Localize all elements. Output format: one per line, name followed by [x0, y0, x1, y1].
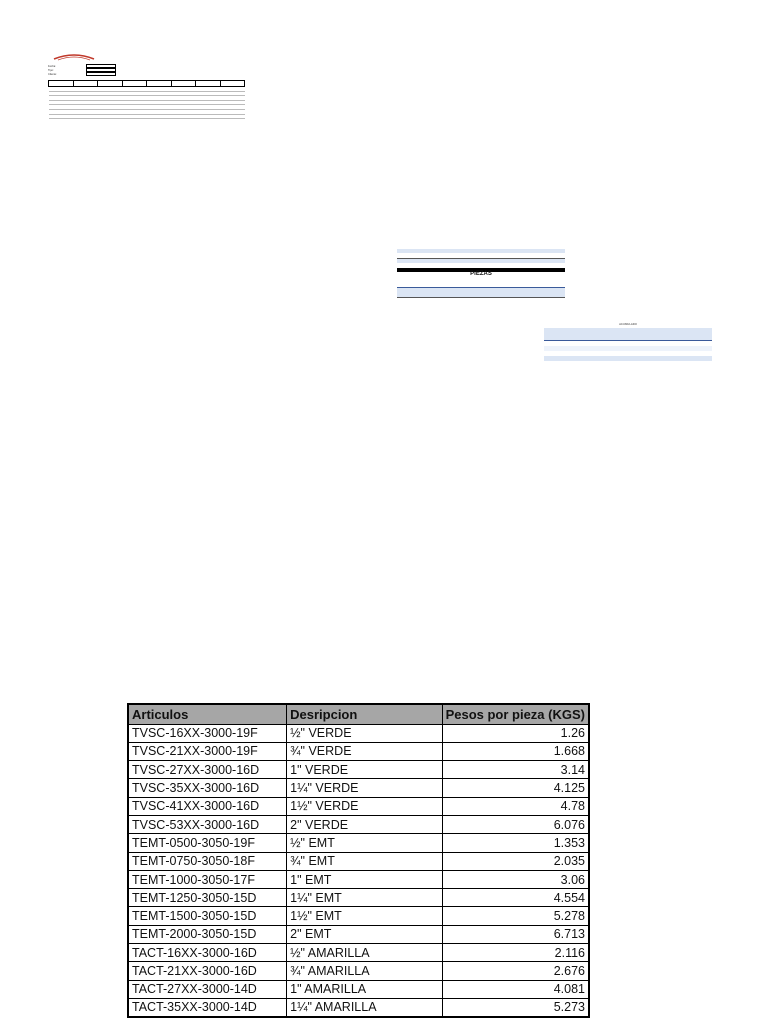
- meta-label: Tipo:: [48, 68, 54, 72]
- article-description-cell: ¾" VERDE: [287, 742, 442, 760]
- table-cell: [464, 297, 481, 302]
- article-code-cell: TVSC-16XX-3000-19F: [128, 724, 287, 742]
- article-weight-cell: 4.125: [442, 779, 589, 797]
- table-row: [128, 797, 589, 815]
- table-cell: [481, 258, 502, 263]
- articles-weight-table: [127, 703, 590, 1018]
- total-row: [544, 356, 712, 361]
- pieces-title: PIEZAS: [470, 271, 492, 277]
- meta-value: [86, 72, 116, 75]
- table-cell: [594, 356, 611, 361]
- article-code-cell: TACT-16XX-3000-16D: [128, 944, 287, 962]
- article-code-cell: TVSC-41XX-3000-16D: [128, 797, 287, 815]
- table-cell: [481, 297, 498, 302]
- production-summary-table: [48, 80, 245, 119]
- article-weight-cell: 4.554: [442, 889, 589, 907]
- table-cell: [548, 297, 565, 302]
- table-row: [128, 962, 589, 980]
- article-description-cell: 1½" EMT: [287, 907, 442, 925]
- table-cell: [414, 297, 431, 302]
- meta-value: [86, 64, 116, 67]
- table-row: [128, 852, 589, 870]
- article-weight-cell: 1.668: [442, 742, 589, 760]
- table-row: [397, 258, 565, 263]
- article-weight-cell: 1.26: [442, 724, 589, 742]
- table-cell: [662, 328, 679, 341]
- article-weight-cell: 3.06: [442, 870, 589, 888]
- table-cell: [523, 258, 544, 263]
- table-row: [128, 761, 589, 779]
- article-code-cell: TVSC-21XX-3000-19F: [128, 742, 287, 760]
- table-cell: [147, 114, 172, 119]
- article-code-cell: TEMT-0750-3050-18F: [128, 852, 287, 870]
- article-description-cell: 1½" VERDE: [287, 797, 442, 815]
- article-weight-cell: 1.353: [442, 834, 589, 852]
- article-description-cell: 1" EMT: [287, 870, 442, 888]
- table-cell: [460, 258, 481, 263]
- article-code-cell: TEMT-0500-3050-19F: [128, 834, 287, 852]
- article-description-cell: 1" VERDE: [287, 761, 442, 779]
- table-cell: [397, 297, 414, 302]
- table-cell: [531, 297, 548, 302]
- table-cell: [628, 356, 645, 361]
- table-cell: [196, 114, 221, 119]
- table-cell: [220, 114, 245, 119]
- table-row: [128, 724, 589, 742]
- table-cell: [171, 114, 196, 119]
- article-description-cell: ½" AMARILLA: [287, 944, 442, 962]
- table-cell: [645, 328, 662, 341]
- table-header-row: [544, 328, 712, 341]
- table-cell: [73, 114, 98, 119]
- article-weight-cell: 5.278: [442, 907, 589, 925]
- article-description-cell: ¾" AMARILLA: [287, 962, 442, 980]
- article-code-cell: TEMT-2000-3050-15D: [128, 925, 287, 943]
- article-weight-cell: 5.273: [442, 998, 589, 1016]
- table-cell: [544, 328, 561, 341]
- table-cell: [544, 258, 565, 263]
- table-cell: [578, 356, 595, 361]
- table-row: [128, 998, 589, 1016]
- table-cell: [49, 114, 74, 119]
- table-cell: [594, 328, 611, 341]
- article-weight-cell: 4.78: [442, 797, 589, 815]
- article-description-cell: 1¼" VERDE: [287, 779, 442, 797]
- article-weight-cell: 4.081: [442, 980, 589, 998]
- table-cell: [431, 297, 448, 302]
- total-row: [397, 297, 565, 302]
- table-row: [128, 925, 589, 943]
- table-cell: [561, 356, 578, 361]
- table-row: [128, 907, 589, 925]
- table-cell: [611, 328, 628, 341]
- column-header-peso: Pesos por pieza (KGS): [442, 704, 589, 724]
- pieces-table: [397, 282, 565, 302]
- report-meta: [48, 64, 120, 76]
- article-code-cell: TVSC-35XX-3000-16D: [128, 779, 287, 797]
- table-cell: [502, 258, 523, 263]
- table-cell: [397, 258, 418, 263]
- meta-label: Cliente:: [48, 72, 57, 76]
- table-cell: [628, 328, 645, 341]
- article-code-cell: TACT-35XX-3000-14D: [128, 998, 287, 1016]
- table-row: [128, 980, 589, 998]
- table-row: [128, 944, 589, 962]
- article-weight-cell: 6.076: [442, 815, 589, 833]
- article-description-cell: ½" VERDE: [287, 724, 442, 742]
- table-cell: [122, 114, 147, 119]
- article-description-cell: 1¼" AMARILLA: [287, 998, 442, 1016]
- table-header-row: [128, 704, 589, 724]
- table-row: [128, 742, 589, 760]
- total-row: [49, 114, 245, 119]
- table-cell: [695, 328, 712, 341]
- article-code-cell: TEMT-1000-3050-17F: [128, 870, 287, 888]
- article-code-cell: TEMT-1500-3050-15D: [128, 907, 287, 925]
- table-cell: [439, 258, 460, 263]
- table-cell: [578, 328, 595, 341]
- table-cell: [695, 356, 712, 361]
- table-row: [128, 834, 589, 852]
- article-description-cell: 2" VERDE: [287, 815, 442, 833]
- acumulado-title: ACUMULADO: [619, 322, 637, 326]
- table-cell: [498, 297, 515, 302]
- article-code-cell: TEMT-1250-3050-15D: [128, 889, 287, 907]
- meta-value: [86, 68, 116, 71]
- table-cell: [662, 356, 679, 361]
- table-row: [128, 779, 589, 797]
- article-description-cell: 2" EMT: [287, 925, 442, 943]
- article-description-cell: 1" AMARILLA: [287, 980, 442, 998]
- article-code-cell: TVSC-27XX-3000-16D: [128, 761, 287, 779]
- article-code-cell: TVSC-53XX-3000-16D: [128, 815, 287, 833]
- table-row: [128, 815, 589, 833]
- article-description-cell: 1¼" EMT: [287, 889, 442, 907]
- table-cell: [678, 356, 695, 361]
- table-cell: [544, 356, 561, 361]
- table-cell: [611, 356, 628, 361]
- table-cell: [447, 297, 464, 302]
- shift-summary-table: [397, 249, 565, 263]
- article-description-cell: ½" EMT: [287, 834, 442, 852]
- article-weight-cell: 2.116: [442, 944, 589, 962]
- table-cell: [645, 356, 662, 361]
- table-row: [128, 889, 589, 907]
- table-cell: [561, 328, 578, 341]
- article-weight-cell: 2.676: [442, 962, 589, 980]
- table-cell: [418, 258, 439, 263]
- article-weight-cell: 2.035: [442, 852, 589, 870]
- column-header-articulos: Articulos: [128, 704, 287, 724]
- meta-label: Fecha:: [48, 64, 56, 68]
- meta-row: [48, 72, 120, 76]
- column-header-descripcion: Desripcion: [287, 704, 442, 724]
- article-code-cell: TACT-21XX-3000-16D: [128, 962, 287, 980]
- article-description-cell: ¾" EMT: [287, 852, 442, 870]
- acumulado-table: [544, 328, 712, 361]
- table-row: [128, 870, 589, 888]
- table-cell: [98, 114, 123, 119]
- article-weight-cell: 3.14: [442, 761, 589, 779]
- table-cell: [515, 297, 532, 302]
- article-weight-cell: 6.713: [442, 925, 589, 943]
- table-cell: [678, 328, 695, 341]
- article-code-cell: TACT-27XX-3000-14D: [128, 980, 287, 998]
